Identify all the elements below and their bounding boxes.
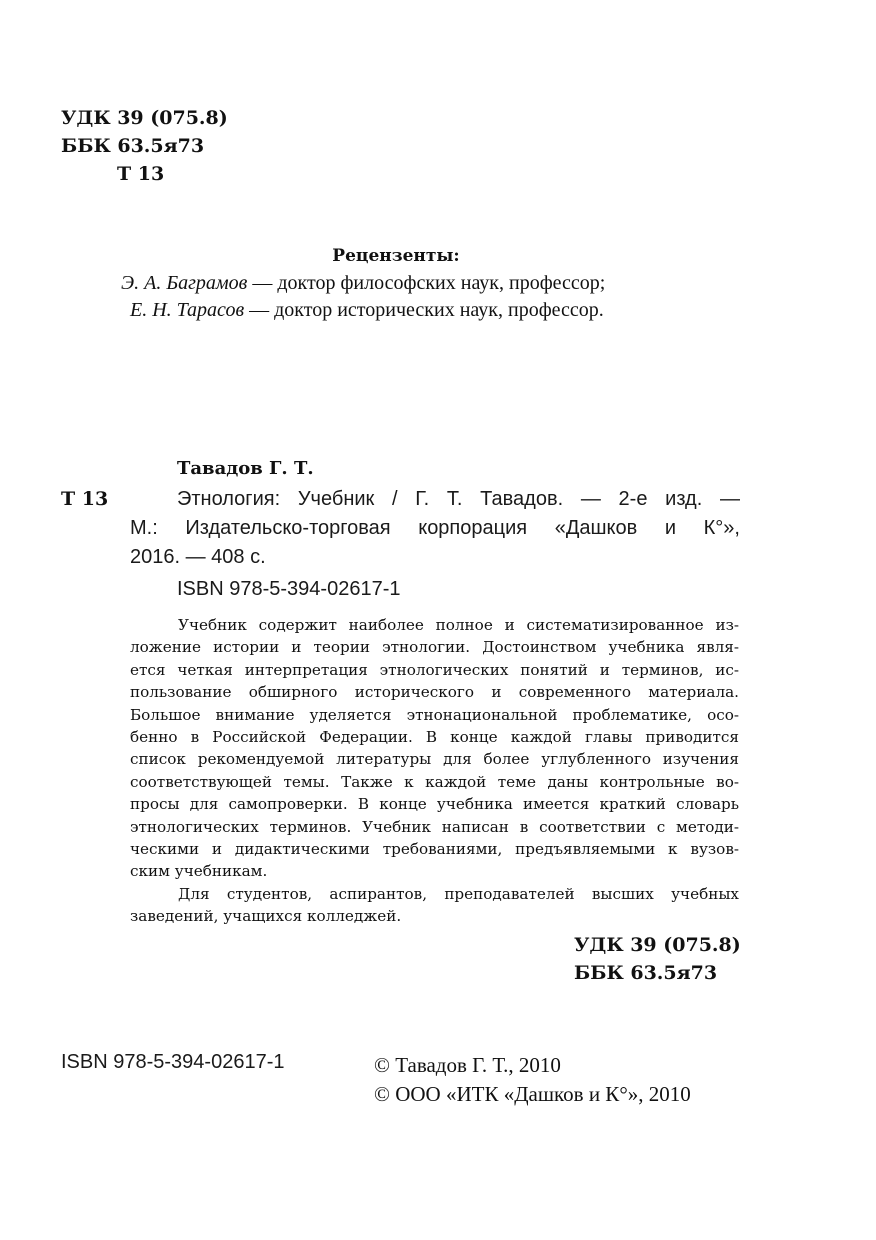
- bbk-code-bottom: ББК 63.5я73: [574, 962, 718, 984]
- author-mark-top: Т 13: [117, 163, 165, 185]
- udk-code-bottom: УДК 39 (075.8): [574, 934, 741, 956]
- annotation-line: просы для самопроверки. В конце учебника имеется краткий словарь: [130, 795, 739, 814]
- bibliography-isbn: ISBN 978-5-394-02617-1: [177, 578, 401, 600]
- annotation-line: бенно в Российской Федерации. В конце каждой главы приводится: [130, 728, 739, 747]
- annotation-line: этнологических терминов. Учебник написан в соответствии с методи-: [130, 817, 739, 836]
- bibliography-line-1: Этнология: Учебник / Г. Т. Тавадов. — 2-е изд. —: [177, 488, 740, 510]
- classification-top: [61, 104, 228, 188]
- copyright-publisher: © ООО «ИТК «Дашков и К°», 2010: [374, 1082, 691, 1106]
- udk-code: УДК 39 (075.8): [61, 107, 228, 129]
- annotation-line: список рекомендуемой литературы для более углубленного изучения: [130, 750, 739, 769]
- annotation-line: ским учебникам.: [130, 862, 268, 881]
- annotation: [130, 614, 739, 928]
- reviewers-heading: Рецензенты:: [332, 246, 460, 266]
- bibliography-line-2: М.: Издательско-торговая корпорация «Дашков и К°»,: [130, 517, 740, 539]
- bibliography-description: [130, 485, 740, 572]
- copyright-author: © Тавадов Г. Т., 2010: [374, 1053, 561, 1077]
- audience-line: заведений, учащихся колледжей.: [130, 907, 402, 926]
- annotation-line: ческими и дидактическими требованиями, предъявляемыми к вузов-: [130, 840, 739, 859]
- annotation-line: Большое внимание уделяется этнонациональной проблематике, осо-: [130, 705, 739, 724]
- reviewer-2-name: Е. Н. Тарасов: [130, 299, 245, 321]
- author-mark: Т 13: [61, 488, 109, 510]
- classification-bottom: [574, 931, 741, 987]
- bibliography-line-3: 2016. — 408 с.: [130, 546, 266, 568]
- footer-isbn: ISBN 978-5-394-02617-1: [61, 1051, 285, 1073]
- reviewer-1-name: Э. А. Баграмов: [121, 272, 248, 294]
- copyright-block: [374, 1051, 691, 1109]
- annotation-line: ется четкая интерпретация этнологических понятий и терминов, ис-: [130, 660, 739, 679]
- annotation-line: соответствующей темы. Также к каждой теме даны контрольные во-: [130, 772, 739, 791]
- reviewer-2: [130, 299, 604, 322]
- annotation-line: Учебник содержит наиболее полное и систематизированное из-: [178, 616, 739, 634]
- annotation-line: ложение истории и теории этнологии. Достоинством учебника явля-: [130, 638, 739, 657]
- annotation-line: пользование обширного исторического и современного материала.: [130, 683, 739, 702]
- bibliography-author: Тавадов Г. Т.: [177, 458, 314, 479]
- reviewer-1: [121, 272, 605, 295]
- bbk-code: ББК 63.5я73: [61, 135, 205, 157]
- audience-line: Для студентов, аспирантов, преподавателей высших учебных: [178, 884, 739, 903]
- reviewer-1-description: — доктор философских наук, профессор;: [247, 272, 606, 294]
- reviewer-2-description: — доктор исторических наук, профессор.: [244, 299, 604, 321]
